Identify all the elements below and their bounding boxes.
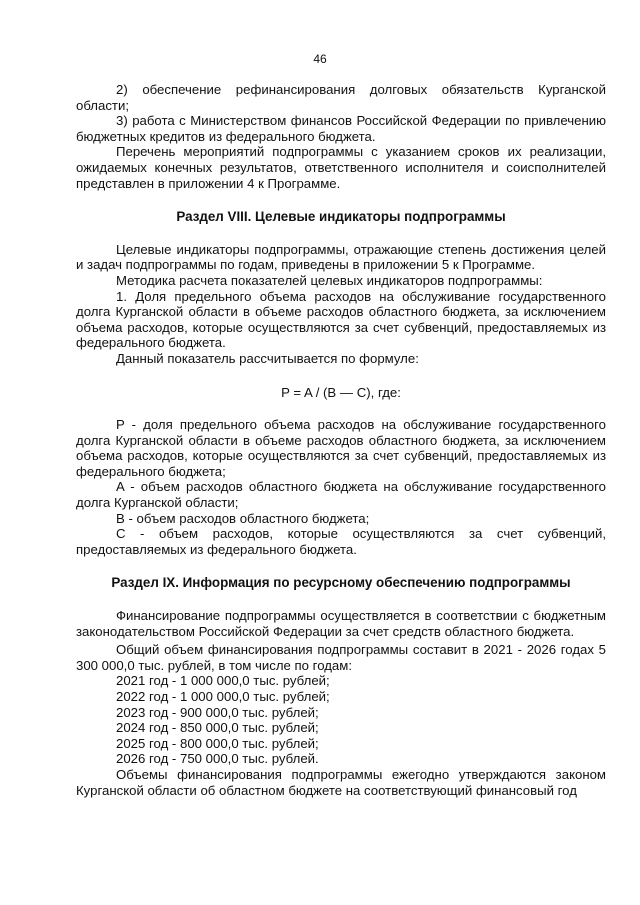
years-list [76, 673, 606, 767]
year-item: 2021 год - 1 000 000,0 тыс. рублей; [116, 673, 330, 689]
paragraph-annual-approval: Объемы финансирования подпрограммы ежегодно утверждаются законом Курганской области об областном бюджете на соответствующий финансовый год [76, 766, 606, 798]
year-item: 2025 год - 800 000,0 тыс. рублей; [116, 735, 319, 751]
paragraph-formula-intro: Данный показатель рассчитывается по формуле: [116, 350, 419, 366]
year-item: 2026 год - 750 000,0 тыс. рублей. [116, 751, 319, 767]
list-item-3: 3) работа с Министерством финансов Российской Федерации по привлечению бюджетных кредитов из федерального бюджета. [76, 113, 606, 144]
paragraph-measures-list: Перечень мероприятий подпрограммы с указанием сроков их реализации, ожидаемых конечных результатов, ответственного исполнителя и соисполнителей представлен в приложении 4 к Программе. [76, 144, 606, 191]
formula: P = A / (B — C), где: [281, 384, 401, 400]
paragraph-total-volume: Общий объем финансирования подпрограммы составит в 2021 - 2026 годах 5 300 000,0 тыс. рублей, в том числе по годам: [76, 642, 606, 673]
section-heading-8: Раздел VIII. Целевые индикаторы подпрограммы [176, 209, 506, 225]
page-content [76, 82, 606, 798]
definition-a: A - объем расходов областного бюджета на обслуживание государственного долга Курганской области; [76, 479, 606, 511]
year-item: 2024 год - 850 000,0 тыс. рублей; [116, 720, 319, 736]
list-item-2: 2) обеспечение рефинансирования долговых обязательств Курганской области; [76, 82, 606, 113]
definition-p: P - доля предельного объема расходов на обслуживание государственного долга Курганской области в объеме расходов областного бюджета, за исключением объема расходов, которые осуществляются за счет субвенций, предоставляемых из федерального бюджета; [76, 417, 606, 479]
year-item: 2023 год - 900 000,0 тыс. рублей; [116, 704, 319, 720]
page-number: 46 [313, 52, 327, 66]
year-item: 2022 год - 1 000 000,0 тыс. рублей; [116, 689, 330, 704]
definition-b: B - объем расходов областного бюджета; [116, 510, 370, 526]
paragraph-methodology: Методика расчета показателей целевых индикаторов подпрограммы: [116, 272, 543, 288]
section-heading-9: Раздел IX. Информация по ресурсному обеспечению подпрограммы [111, 575, 571, 591]
definition-c: C - объем расходов, которые осуществляются за счет субвенций, предоставляемых из федерального бюджета. [76, 526, 606, 557]
paragraph-indicator-1: 1. Доля предельного объема расходов на обслуживание государственного долга Курганской области в объеме расходов областного бюджета, за исключением объема расходов, которые осуществляются за счет субвенций, предоставляемых из федерального бюджета. [76, 288, 606, 351]
paragraph-indicators: Целевые индикаторы подпрограммы, отражающие степень достижения целей и задач подпрограммы по годам, приведены в приложении 5 к Программе. [76, 241, 606, 273]
paragraph-financing: Финансирование подпрограммы осуществляется в соответствии с бюджетным законодательством Российской Федерации за счет средств областного бюджета. [76, 608, 606, 639]
